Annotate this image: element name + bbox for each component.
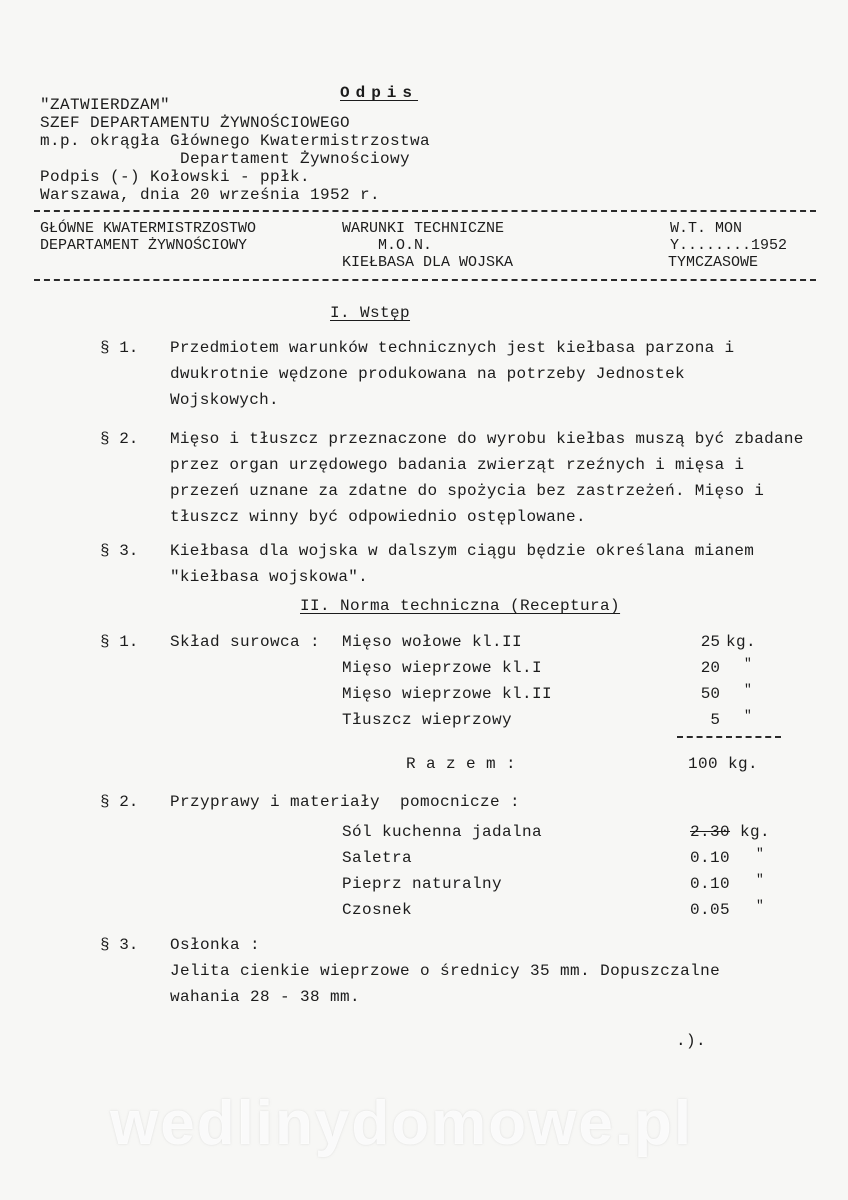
ingredient-amount: 50: [700, 685, 720, 703]
sum-line: [677, 736, 781, 738]
section-heading: II. Norma techniczna (Receptura): [300, 597, 621, 615]
paragraph-text: Przedmiotem warunków technicznych jest kiełbasa parzona i dwukrotnie wędzone produkowana na potrzeby Jednostek Wojskowych.: [170, 339, 735, 409]
watermark: wedlinydomowe.pl: [110, 1089, 694, 1158]
paragraph-mark: § 3.: [100, 936, 139, 954]
approval-line: m.p. okrągła Głównego Kwatermistrzostwa: [40, 132, 431, 150]
ingredient-name: Sól kuchenna jadalna: [342, 823, 543, 841]
approval-line: Warszawa, dnia 20 września 1952 r.: [40, 186, 381, 204]
ingredient-name: Czosnek: [342, 901, 413, 919]
ingredient-amount: 25: [700, 633, 720, 651]
approval-line: Podpis (-) Kołowski - ppłk.: [40, 168, 311, 186]
ditto-mark: ": [744, 656, 752, 671]
ditto-mark: ": [756, 872, 764, 887]
divider: [34, 210, 816, 212]
ingredient-name: Mięso wołowe kl.II: [342, 633, 523, 651]
paragraph-text: Kiełbasa dla wojska w dalszym ciągu będzie określana mianem "kiełbasa wojskowa".: [170, 542, 755, 586]
ingredient-amount: 0.05: [690, 901, 731, 919]
masthead-right-line: Y........1952: [670, 237, 788, 254]
casing-text: Jelita cienkie wieprzowe o średnicy 35 mm. Dopuszczalne: [170, 962, 721, 980]
ingredient-name: Tłuszcz wieprzowy: [342, 711, 513, 729]
masthead-left-line: GŁÓWNE KWATERMISTRZOSTWO: [40, 220, 257, 237]
ingredient-amount: 0.10: [690, 875, 731, 893]
ingredient-amount: 0.10: [690, 849, 731, 867]
total-label: R a z e m :: [406, 755, 517, 773]
ingredient-name: Pieprz naturalny: [342, 875, 503, 893]
ditto-mark: ": [744, 708, 752, 723]
section-heading: I. Wstęp: [330, 304, 411, 322]
ingredient-amount: 5: [710, 711, 720, 729]
ditto-mark: ": [756, 898, 764, 913]
masthead-right-line: TYMCZASOWE: [668, 254, 759, 271]
masthead-left-line: DEPARTAMENT ŻYWNOŚCIOWY: [40, 237, 248, 254]
ingredient-name: Mięso wieprzowe kl.I: [342, 659, 543, 677]
paragraph-mark: § 2.: [100, 430, 139, 448]
masthead-right-line: W.T. MON: [670, 220, 743, 237]
ingredient-unit: kg.: [726, 633, 757, 651]
paragraph-mark: § 1.: [100, 633, 139, 651]
spices-label: Przyprawy i materiały pomocnicze :: [170, 793, 521, 811]
paragraph-mark: § 2.: [100, 793, 139, 811]
ingredient-name: Mięso wieprzowe kl.II: [342, 685, 553, 703]
end-mark: .).: [676, 1032, 707, 1050]
paragraph-text: Mięso i tłuszcz przeznaczone do wyrobu kiełbas muszą być zbadane przez organ urzędowego badania zwierząt rzeźnych i mięsa i przezeń uznane za zdatne do spożycia bez zastrzeżeń. Mięso i tłuszcz winny być odpowiednio ostęplowane.: [170, 430, 804, 526]
casing-text: wahania 28 - 38 mm.: [170, 988, 361, 1006]
total-value: 100 kg.: [688, 755, 759, 773]
approval-line: "ZATWIERDZAM": [40, 96, 171, 114]
ingredient-amount: 2.30: [690, 823, 731, 841]
masthead-center-line: M.O.N.: [378, 237, 433, 254]
paragraph-mark: § 1.: [100, 339, 139, 357]
paragraph-mark: § 3.: [100, 542, 139, 560]
ingredient-name: Saletra: [342, 849, 413, 867]
ingredient-amount: 20: [700, 659, 720, 677]
approval-line: Departament Żywnościowy: [180, 150, 411, 168]
masthead-center-line: WARUNKI TECHNICZNE: [342, 220, 505, 237]
divider: [34, 279, 816, 281]
casing-label: Osłonka :: [170, 936, 261, 954]
ditto-mark: ": [744, 682, 752, 697]
masthead-center-line: KIEŁBASA DLA WOJSKA: [342, 254, 514, 271]
raw-materials-label: Skład surowca :: [170, 633, 321, 651]
document-title: Odpis: [340, 84, 419, 102]
ditto-mark: ": [756, 846, 764, 861]
ingredient-unit: kg.: [740, 823, 771, 841]
approval-line: SZEF DEPARTAMENTU ŻYWNOŚCIOWEGO: [40, 114, 351, 132]
